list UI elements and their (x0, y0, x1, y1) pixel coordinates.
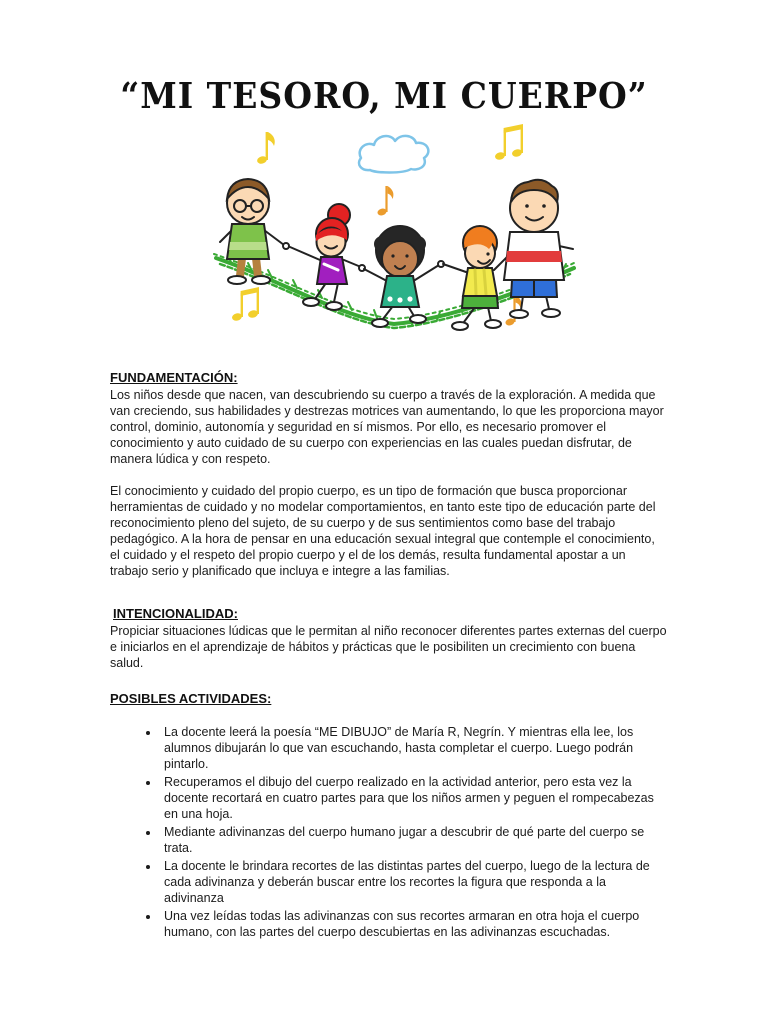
paragraph-intencionalidad: Propiciar situaciones lúdicas que le permitan al niño reconocer diferentes partes externas del cuerpo e iniciarlos en el aprendizaje de hábitos y prácticas que le posibiliten un crecimiento con buena salud. (110, 624, 667, 670)
activity-item: • La docente leerá la poesía “ME DIBUJO” de María R, Negrín. Y mientras ella lee, los alumnos dibujarán lo que van escuchando, hasta completar el cuerpo. Luego podrán pintarlo. (160, 724, 667, 772)
section-heading-fundamentacion: FUNDAMENTACIÓN: (110, 370, 238, 385)
page-title: “MI TESORO, MI CUERPO” (120, 74, 648, 117)
paragraph-fundamentacion-1: Los niños desde que nacen, van descubriendo su cuerpo a través de la exploración. A medida que van creciendo, sus habilidades y destrezas motrices van aumentando, lo que les proporciona mayor control, dominio, autonomía y seguridad en sí mismos. Por ello, es necesario promover el conocimiento y auto cuidado de su cuerpo con experiencias en las cuales puedan disfrutar, de manera lúdica y con respeto. (110, 388, 664, 466)
section-heading-posibles-actividades: POSIBLES ACTIVIDADES: (110, 691, 272, 706)
activities-list (110, 724, 667, 940)
activity-item: • Mediante adivinanzas del cuerpo humano jugar a descubrir de qué parte del cuerpo se trata. (160, 824, 667, 856)
child-figure (504, 180, 573, 318)
music-note (256, 132, 275, 165)
activity-item: • La docente le brindara recortes de las distintas partes del cuerpo, luego de la lectura de cada adivinanza y deberán buscar entre los recortes la figura que responda a la adivinanza (160, 858, 667, 906)
document-body (110, 370, 667, 942)
children-illustration (212, 118, 576, 348)
section-heading-intencionalidad: INTENCIONALIDAD: (113, 606, 238, 621)
activity-item: • Una vez leídas todas las adivinanzas con sus recortes armaran en otra hoja el cuerpo humano, con las partes del cuerpo descubiertas en las adivinanzas escuchadas. (160, 908, 667, 940)
paragraph-fundamentacion-2: El conocimiento y cuidado del propio cuerpo, es un tipo de formación que busca proporcionar herramientas de cuidado y no modelar comportamientos, en tanto este tipo de educación parte del reconocimiento pleno del sujeto, de su cuerpo y de sus sentimientos como base del trabajo pedagógico. A la hora de pensar en una educación sexual integral que contemple el conocimiento, el cuidado y el respeto del propio cuerpo y el de los demás, resulta fundamental apostar a un trabajo serio y planificado que incluya e integre a las familias. (110, 484, 656, 578)
child-figure (364, 226, 444, 327)
music-note (231, 287, 259, 322)
activity-item: • Recuperamos el dibujo del cuerpo realizado en la actividad anterior, pero esta vez la docente recortará en cuatro partes para que los niños armen y peguen el rompecabezas en una hoja. (160, 774, 667, 822)
cloud-shape (359, 136, 428, 173)
music-note (377, 186, 394, 217)
music-note (494, 124, 523, 161)
